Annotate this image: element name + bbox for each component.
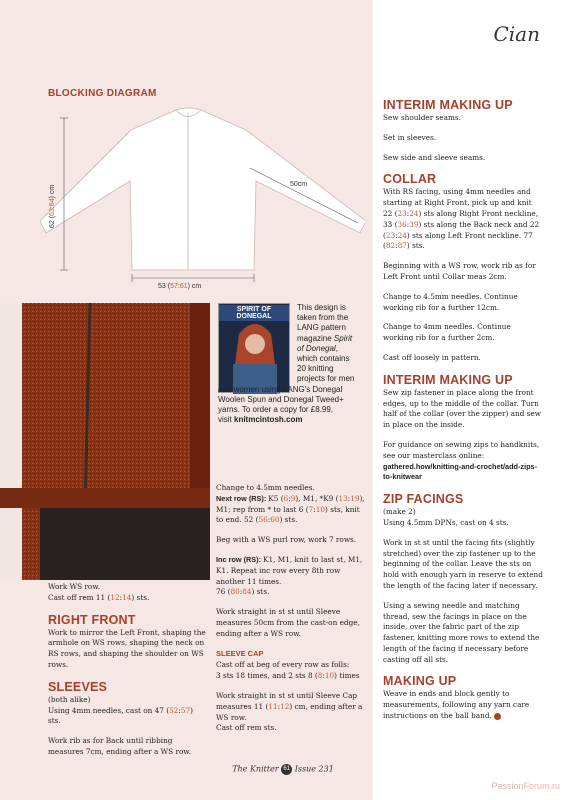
sweater-photo (0, 303, 210, 580)
width-measure (132, 274, 254, 282)
page-number: 61 (281, 764, 292, 775)
interim-making-up-2-heading: INTERIM MAKING UP (383, 372, 513, 387)
making-up-heading: MAKING UP (383, 674, 457, 689)
column-middle: Change to 4.5mm needles. Next row (RS): K5 (6:9), M1, *K9 (13:19), M1; rep from * to last 6 (7:10) sts, knit to end. 52 (56:60) sts. Beg with a WS purl row, work 7 rows. Inc row (RS): K1, M1, knit to last st, M1, K1. Repeat inc row every 8th row another 11 times. 76 (80:84) sts. Work straight in st st until Sleeve measures 50cm from the cast-on edge, ending after a WS row. SLEEVE CAP Cast off at beg of every row as folls: 3 sts 18 times, and 2 sts 8 (8:10) times Work straight in st st until Sleeve Cap measures 11 (11:12) cm, ending after a WS row. Cast off rem sts. (216, 483, 369, 743)
width-label: 53 (57:61) cm (158, 283, 202, 290)
blocking-diagram (40, 98, 365, 298)
magazine-cover-title: SPIRIT OF DONEGAL (219, 305, 289, 321)
watermark: PassionForum.ru (491, 781, 560, 791)
masterclass-link[interactable]: gathered.how/knitting-and-crochet/add-zips-to-knitwear (383, 461, 538, 482)
sleeves-rib-text: Work rib as for Back until ribbing measures 7cm, ending after a WS row. (48, 736, 192, 756)
length-label: 62 (63:64) cm (49, 184, 56, 228)
collar-heading: COLLAR (383, 172, 437, 187)
interim-making-up-heading: INTERIM MAKING UP (383, 98, 513, 112)
page-footer: The Knitter 61 Issue 231 (232, 764, 334, 774)
column-right: INTERIM MAKING UP Sew shoulder seams. Set in sleeves. Sew side and sleeve seams. COLLAR With RS facing, using 4mm needles and starting at Right Front, pick up and knit 22 (23:24) sts along Right Front neckline, 33 (36:39) sts along the Back neck and 22 (23:24) sts along Left Front neckline. 77 (82:87) sts. Beginning with a WS row, work rib as for Left Front until Collar meas 2cm. Change to 4.5mm needles. Continue working rib for a further 12cm. Change to 4mm needles. Continue working rib for a further 2cm. Cast off loosely in pattern. INTERIM MAKING UP Sew zip fastener in place along the front edges, up to the middle of the collar. Turn half of the collar (over the zipper) and sew in place on the inside. For guidance on sewing zips to handknits, see our masterclass online: gathered.how/knitting-and-crochet/add-zips-to-knitwear ZIP FACINGS (make 2) Using 4.5mm DPNs, cast on 4 sts. Work in st st until the facing fits (slightly stretched) over the zip fastener up to the beginning of the collar. Leave the sts on hold with enough yarn in reserve to extend the length of the facing later if necessary. Using a sewing needle and matching thread, sew the facings in place on the inside, over the fabric part of the zip fastener, knitting more rows to extend the length of the facing if necessary before casting off all sts. MAKING UP Weave in ends and block gently to measurements, following any yarn care instructions on the ball band. (383, 98, 543, 721)
magazine-order-link[interactable]: knitmcintosh.com (234, 415, 303, 425)
blocking-diagram-heading: BLOCKING DIAGRAM (48, 88, 157, 99)
right-front-heading: RIGHT FRONT (48, 612, 136, 627)
end-mark-icon (494, 713, 501, 720)
sleeve-label: 50cm (290, 181, 308, 188)
sleeve-cap-heading: SLEEVE CAP (216, 648, 264, 658)
garment-outline (40, 108, 365, 270)
column-left: Work WS row. Cast off rem 11 (12:14) sts. RIGHT FRONT Work to mirror the Left Front, shaping the armhole on WS rows, shaping the neck on RS rows, and shaping the shoulder on WS rows. SLEEVES (both alike) Using 4mm needles, cast on 47 (52:57) sts. Work rib as for Back until ribbing measures 7cm, ending after a WS row. (48, 582, 208, 767)
sleeves-heading: SLEEVES (48, 679, 108, 694)
zip-facings-heading: ZIP FACINGS (383, 492, 464, 507)
magazine-promo (213, 303, 373, 453)
magazine-promo-text: This design is taken from the LANG pattern magazine Spirit of Donegal, which contains 20 knitting projects for men and women using LANG's Donegal Woolen Spun and Donegal Tweed+ yarns. To order a copy for £8.99, visit knitmcintosh.com (218, 303, 355, 425)
right-front-text: Work to mirror the Left Front, shaping the armhole on WS rows, shaping the neck on RS rows, and shaping the shoulder on WS rows. (48, 627, 206, 669)
pattern-title: Cian (493, 22, 540, 46)
